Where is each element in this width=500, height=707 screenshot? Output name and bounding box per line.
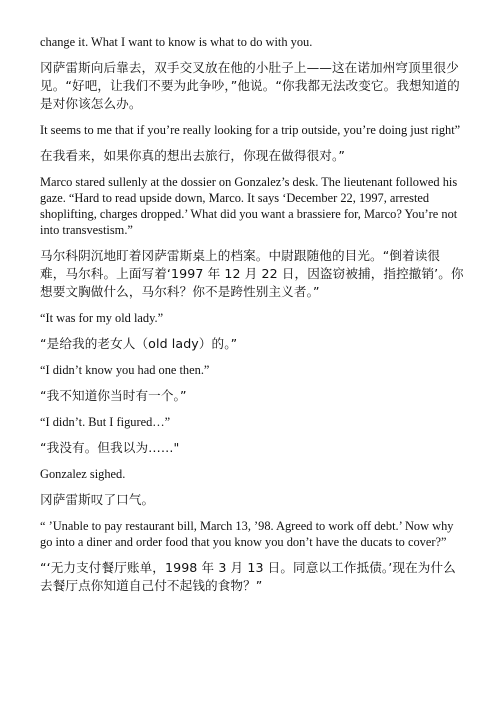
paragraph-zh-8: “‘无力支付餐厅账单，1998 年 3 月 13 日。同意以工作抵债。’现在为什么去餐厅点你知道自己付不起钱的食物？” xyxy=(40,560,456,593)
paragraph-zh-5: “我不知道你当时有一个。” xyxy=(40,388,187,403)
paragraph-en-6: “I didn’t. But I figured…” xyxy=(40,415,171,429)
paragraph-zh-6: “我没有。但我以为……" xyxy=(40,440,180,455)
paragraph-en-8: “ ’Unable to pay restaurant bill, March 13, ’98. Agreed to work off debt.’ Now why go into a diner and order food that you know you don’t have the ducats to cover?” xyxy=(40,519,454,549)
paragraph-zh-4: “是给我的老女人（old lady）的。” xyxy=(40,336,238,351)
paragraph-en-1: change it. What I want to know is what to do with you. xyxy=(40,35,313,49)
paragraph-en-5: “I didn’t know you had one then.” xyxy=(40,363,210,377)
paragraph-en-3: Marco stared sullenly at the dossier on Gonzalez’s desk. The lieutenant followed his gaze. “Hard to read upside down, Marco. It says ‘December 22, 1997, arrested shoplifting, charges dropped.’ What did you want a brassiere for, Marco? You’re not into transvestism.” xyxy=(40,175,458,237)
paragraph-en-4: “It was for my old lady.” xyxy=(40,311,164,325)
paragraph-zh-2: 在我看来，如果你真的想出去旅行，你现在做得很对。” xyxy=(40,148,345,163)
paragraph-en-7: Gonzalez sighed. xyxy=(40,467,126,481)
document-page xyxy=(40,34,464,604)
paragraph-zh-1: 冈萨雷斯向后靠去，双手交叉放在他的小肚子上——这在诺加州穹顶里很少见。“好吧，让我们不要为此争吵，”他说。“你我都无法改变它。我想知道的是对你该怎么办。 xyxy=(40,60,460,111)
paragraph-en-2: It seems to me that if you’re really looking for a trip outside, you’re doing just right” xyxy=(40,123,461,137)
paragraph-zh-3: 马尔科阴沉地盯着冈萨雷斯桌上的档案。中尉跟随他的目光。“倒着读很难，马尔科。上面写着‘1997 年 12 月 22 日，因盗窃被捕，指控撤销’。你想要文胸做什么，马尔科？你不是跨性别主义者。” xyxy=(40,248,464,299)
paragraph-zh-7: 冈萨雷斯叹了口气。 xyxy=(40,492,155,507)
